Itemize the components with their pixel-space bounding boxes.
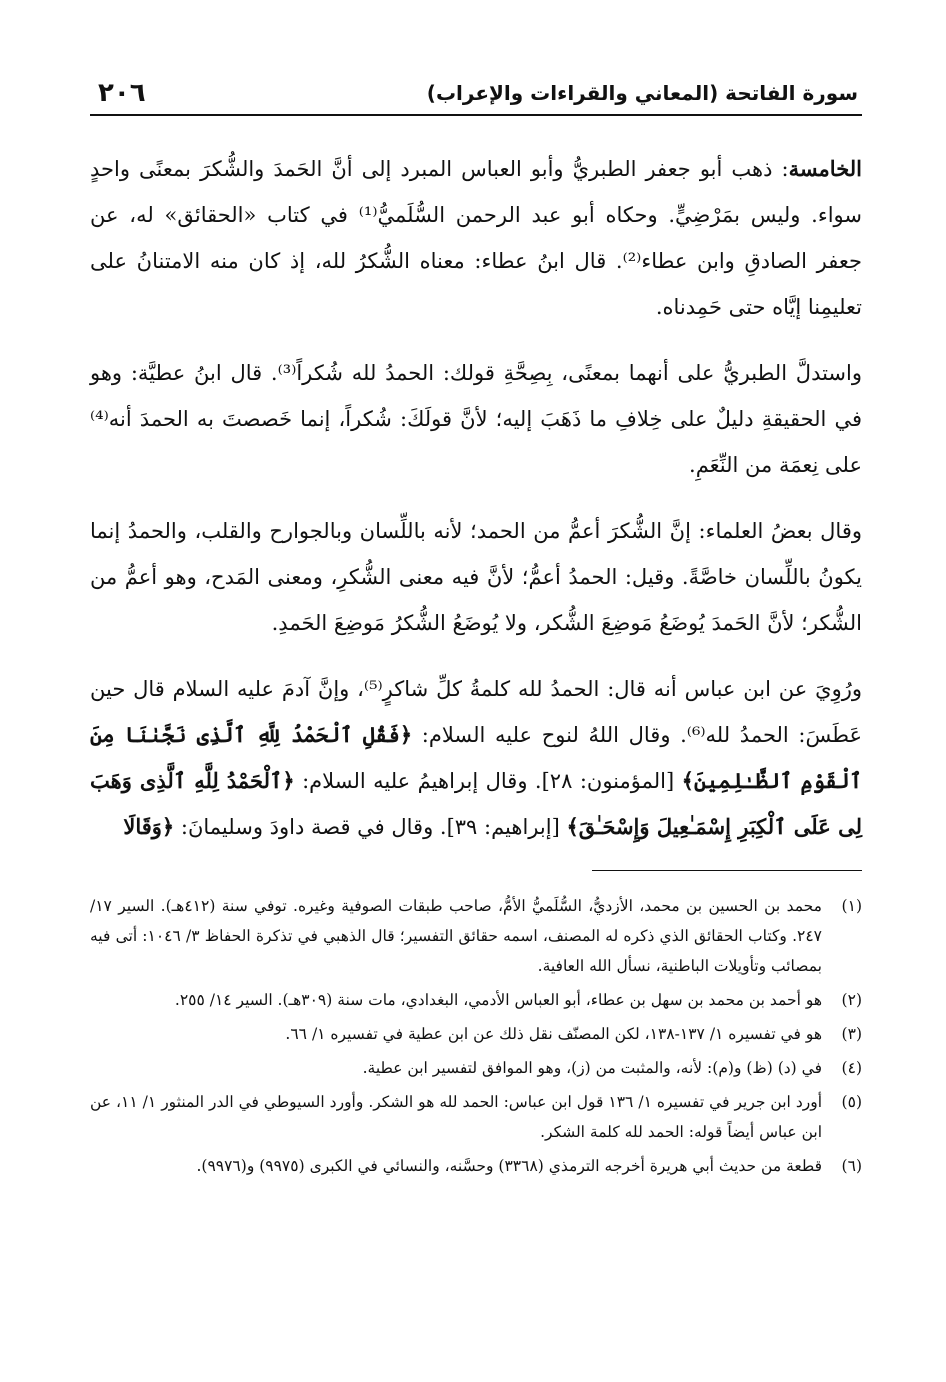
footnote-text: هو أحمد بن محمد بن سهل بن عطاء، أبو العباس الأدمي، البغدادي، مات سنة (٣٠٩هـ). السير ١٤/ ٢٥٥. <box>174 991 822 1009</box>
paragraph-lead: الخامسة <box>788 156 862 181</box>
paragraph-3 <box>90 508 862 646</box>
paragraph-text: : ذهب أبو جعفر الطبريُّ وأبو العباس المبرد إلى أنَّ الحَمدَ والشُّكرَ بمعنًى واحدٍ سواء. وليس بمَرْضِيٍّ. وحكاه أبو عبد الرحمن السُّلَميُّ⁽¹⁾ في كتاب «الحقائق» له، عن جعفر الصادقِ وابن عطاء⁽²⁾. قال ابنُ عطاء: معناه الشُّكرُ لله، إذ كان منه الامتنانُ على تعليمِنا إيَّاه حتى حَمِدناه. <box>90 157 862 319</box>
page-header <box>90 78 862 116</box>
footnotes <box>90 891 862 1181</box>
paragraph-2 <box>90 350 862 488</box>
footnote-text: قطعة من حديث أبي هريرة أخرجه الترمذي (٣٣٦٨) وحسَّنه، والنسائي في الكبرى (٩٩٧٥) و(٩٩٧٦). <box>196 1157 822 1175</box>
footnote-number: (٤) <box>841 1059 862 1077</box>
paragraph-text: وقال بعضُ العلماء: إنَّ الشُّكرَ أعمُّ من الحمد؛ لأنه باللِّسان وبالجوارح والقلب، والحمدُ إنما يكونُ باللِّسان خاصَّةً. وقيل: الحمدُ أعمُّ؛ لأنَّ فيه معنى الشُّكرِ، ومعنى المَدح، وهو أعمُّ من الشُّكر؛ لأنَّ الحَمدَ يُوضَعُ مَوضِعَ الشُّكر، ولا يُوضَعُ الشُّكرُ مَوضِعَ الحَمدِ. <box>90 519 862 635</box>
footnote-divider <box>592 870 862 871</box>
page-number: ٢٠٦ <box>98 78 146 108</box>
verse-reference: [المؤمنون: ٢٨]. وقال إبراهيمُ عليه السلام: <box>294 769 682 793</box>
footnote <box>90 1053 862 1083</box>
footnote <box>90 891 862 981</box>
footnote-text: محمد بن الحسين بن محمد، الأزديُّ، السُّلَميُّ الأمُّ، صاحب طبقات الصوفية وغيره. توفي سنة (٤١٢هـ). السير ١٧/ ٢٤٧. وكتاب الحقائق الذي ذكره له المصنف، اسمه حقائق التفسير؛ قال الذهبي في تذكرة الحفاظ ٣/ ١٠٤٦: أتى فيه بمصائب وتأويلات الباطنية، نسأل الله العافية. <box>90 897 822 975</box>
footnote <box>90 1019 862 1049</box>
footnote <box>90 985 862 1015</box>
paragraph-1 <box>90 146 862 330</box>
footnote <box>90 1087 862 1147</box>
footnote-text: هو في تفسيره ١/ ١٣٧-١٣٨، لكن المصنّف نقل ذلك عن ابن عطية في تفسيره ١/ ٦٦. <box>285 1025 822 1043</box>
verse-reference: [إبراهيم: ٣٩]. وقال في قصة داودَ وسليمانَ: <box>174 815 567 839</box>
quran-verse: ﴿فَقُلِ ٱلْحَمْدُ لِلَّهِ ٱلَّذِى نَجَّىٰنَا مِنَ ٱلْقَوْمِ ٱلظَّـٰلِمِينَ﴾ <box>90 722 863 793</box>
paragraph-4 <box>90 666 862 850</box>
running-title: سورة الفاتحة (المعاني والقراءات والإعراب) <box>426 81 858 105</box>
paragraph-text: واستدلَّ الطبريُّ على أنهما بمعنًى، بِصِحَّةِ قولك: الحمدُ لله شُكراً⁽³⁾. قال ابنُ عطيَّة: وهو في الحقيقةِ دليلٌ على خِلافِ ما ذَهَبَ إليه؛ لأنَّ قولَكَ: شُكراً، إنما خَصصتَ به الحمدَ أنه⁽⁴⁾ على نِعمَة من النِّعَمِ. <box>90 361 862 477</box>
footnote-number: (١) <box>841 897 862 915</box>
main-text <box>90 146 862 850</box>
paragraph-text: ورُوِيَ عن ابن عباس أنه قال: الحمدُ لله كلمةُ كلِّ شاكرٍ⁽⁵⁾، وإنَّ آدمَ عليه السلام قال حين عَطَسَ: الحمدُ لله⁽⁶⁾. وقال اللهُ لنوح عليه السلام: <box>90 677 862 747</box>
footnote-number: (٢) <box>841 991 862 1009</box>
footnote-number: (٥) <box>841 1093 862 1111</box>
quran-verse: ﴿ٱلْحَمْدُ لِلَّهِ ٱلَّذِى وَهَبَ لِى عَلَى ٱلْكِبَرِ إِسْمَـٰعِيلَ وَإِسْحَـٰقَ﴾ <box>90 768 862 839</box>
footnote <box>90 1151 862 1181</box>
footnote-number: (٣) <box>841 1025 862 1043</box>
quran-verse: ﴿وَقَالَا <box>123 814 175 839</box>
footnote-text: أورد ابن جرير في تفسيره ١/ ١٣٦ قول ابن عباس: الحمد لله هو الشكر. وأورد السيوطي في الدر المنثور ١/ ١١، عن ابن عباس أيضاً قوله: الحمد لله كلمة الشكر. <box>90 1093 823 1141</box>
footnote-text: في (د) (ظ) و(م): لأنه، والمثبت من (ز)، وهو الموافق لتفسير ابن عطية. <box>362 1059 822 1077</box>
footnote-number: (٦) <box>841 1157 862 1175</box>
